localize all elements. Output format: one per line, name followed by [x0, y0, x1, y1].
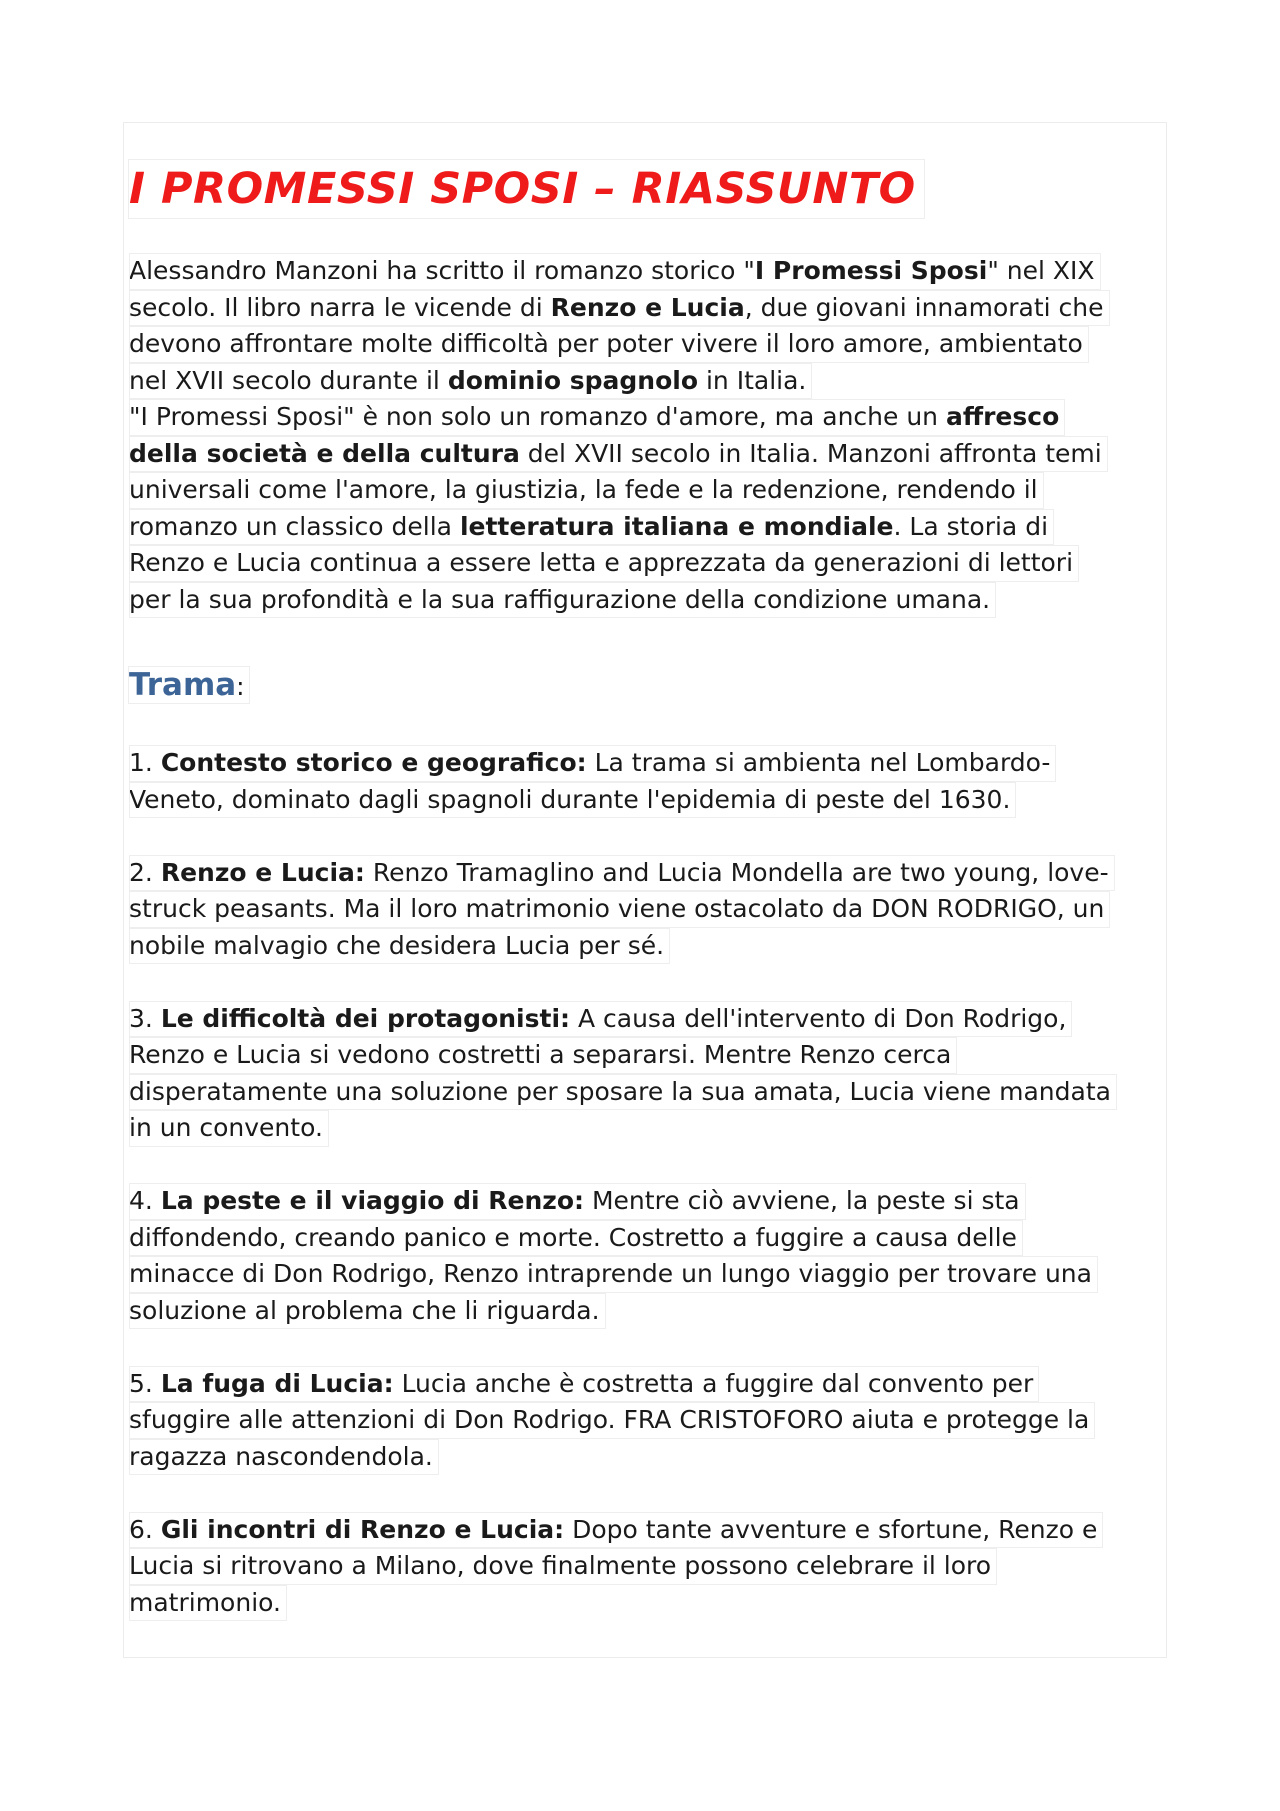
text-run: per la sua profondità e la sua raffigurazione della condizione umana. — [129, 584, 991, 614]
text-run: 5. — [129, 1368, 161, 1398]
text-run: Dopo tante avventure e sfortune, Renzo e — [564, 1514, 1098, 1544]
bold-text: La peste e il viaggio di Renzo: — [160, 1186, 585, 1215]
text-line — [129, 891, 1110, 928]
plot-list — [129, 745, 1161, 1621]
text-run: universali come l'amore, la giustizia, la fede e la redenzione, rendendo il — [129, 475, 1038, 504]
text-run: 2. — [129, 857, 161, 887]
text-run: Lucia si ritrovano a Milano, dove finalmente possono celebrare il loro — [129, 1551, 992, 1580]
text-line — [129, 1037, 957, 1074]
text-run: " nel XIX — [987, 256, 1095, 285]
text-line — [129, 1183, 1026, 1220]
text-line — [129, 855, 1115, 892]
bold-text: dominio spagnolo — [447, 365, 699, 395]
text-line — [129, 582, 996, 619]
text-run: sfuggire alle attenzioni di Don Rodrigo. FRA CRISTOFORO aiuta e protegge la — [129, 1405, 1090, 1434]
text-line — [129, 1439, 439, 1476]
bold-text: Contesto storico e geografico: — [160, 748, 587, 777]
text-run: A causa dell'intervento di Don Rodrigo, — [570, 1003, 1067, 1033]
text-run: in un convento. — [129, 1113, 323, 1142]
text-run: Alessandro Manzoni ha scritto il romanzo storico " — [129, 256, 755, 285]
text-line — [129, 1220, 1023, 1257]
bold-text: Renzo e Lucia: — [160, 857, 365, 887]
plot-item-6 — [129, 1512, 1161, 1622]
text-run: Renzo Tramaglino and Lucia Mondella are two young, love- — [364, 857, 1109, 887]
bold-text: Renzo e Lucia — [550, 292, 745, 322]
text-run: nobile malvagio che desidera Lucia per sé. — [129, 930, 665, 960]
text-run: devono affrontare molte difficoltà per poter vivere il loro amore, ambientato — [129, 329, 1083, 358]
text-run: . La storia di — [893, 511, 1049, 541]
text-run: 4. — [129, 1186, 161, 1215]
document-title: I PROMESSI SPOSI – RIASSUNTO — [129, 160, 924, 218]
text-run: nel XVII secolo durante il — [129, 365, 448, 395]
text-run: , due giovani innamorati che — [744, 292, 1104, 322]
text-run: soluzione al problema che li riguarda. — [129, 1295, 600, 1325]
document-body — [129, 160, 1161, 1621]
text-line — [129, 509, 1054, 546]
text-line — [129, 436, 1108, 473]
text-line — [129, 782, 1016, 819]
text-line — [129, 1402, 1095, 1439]
text-line — [129, 1256, 1098, 1293]
plot-item-1 — [129, 745, 1161, 818]
text-line — [129, 1074, 1117, 1111]
text-run: matrimonio. — [129, 1587, 281, 1617]
section-heading-text: Trama — [129, 667, 237, 703]
bold-text: affresco — [945, 402, 1060, 431]
text-run: 1. — [129, 748, 161, 777]
text-run: "I Promessi Sposi" è non solo un romanzo d'amore, ma anche un — [129, 402, 946, 431]
text-line — [129, 1001, 1072, 1038]
text-run: La trama si ambienta nel Lombardo- — [586, 748, 1051, 777]
text-line — [129, 1110, 329, 1147]
bold-text: La fuga di Lucia: — [160, 1368, 394, 1398]
text-run: minacce di Don Rodrigo, Renzo intraprende un lungo viaggio per trovare una — [129, 1259, 1092, 1288]
text-run: Renzo e Lucia si vedono costretti a separarsi. Mentre Renzo cerca — [129, 1040, 952, 1069]
text-line — [129, 1293, 606, 1330]
text-run: 3. — [129, 1003, 161, 1033]
text-line — [129, 1548, 997, 1585]
text-run: Lucia anche è costretta a fuggire dal convento per — [393, 1368, 1034, 1398]
text-run: Mentre ciò avviene, la peste si sta — [584, 1186, 1020, 1215]
text-run: Veneto, dominato dagli spagnoli durante l'epidemia di peste del 1630. — [129, 784, 1011, 814]
text-run: in Italia. — [698, 365, 807, 395]
section-heading-colon: : — [236, 672, 245, 701]
text-line — [129, 290, 1110, 327]
text-run: 6. — [129, 1514, 161, 1544]
text-run: disperatamente una soluzione per sposare la sua amata, Lucia viene mandata — [129, 1076, 1111, 1106]
text-run: del XVII secolo in Italia. Manzoni affronta temi — [519, 438, 1102, 468]
bold-text: Le difficoltà dei protagonisti: — [160, 1003, 571, 1033]
section-heading-trama — [129, 663, 1161, 709]
text-run: ragazza nascondendola. — [129, 1441, 433, 1471]
text-line — [129, 1585, 287, 1622]
text-line — [129, 1366, 1039, 1403]
text-line — [129, 545, 1079, 582]
text-run: secolo. Il libro narra le vicende di — [129, 292, 551, 322]
plot-item-5 — [129, 1366, 1161, 1476]
text-line — [129, 253, 1101, 290]
intro-paragraph — [129, 253, 1161, 618]
bold-text: della società e della cultura — [129, 438, 520, 468]
text-line — [129, 399, 1065, 436]
text-line — [129, 1512, 1103, 1549]
plot-item-3 — [129, 1001, 1161, 1147]
text-line — [129, 363, 812, 400]
text-run: diffondendo, creando panico e morte. Costretto a fuggire a causa delle — [129, 1222, 1017, 1252]
text-line — [129, 928, 670, 965]
plot-item-4 — [129, 1183, 1161, 1329]
text-run: Renzo e Lucia continua a essere letta e apprezzata da generazioni di lettori — [129, 548, 1074, 577]
bold-text: Gli incontri di Renzo e Lucia: — [160, 1514, 565, 1544]
text-run: romanzo un classico della — [129, 511, 460, 541]
text-run: struck peasants. Ma il loro matrimonio viene ostacolato da DON RODRIGO, un — [129, 894, 1105, 923]
text-line — [129, 326, 1089, 363]
text-line — [129, 472, 1044, 509]
bold-text: letteratura italiana e mondiale — [459, 511, 894, 541]
plot-item-2 — [129, 855, 1161, 965]
bold-text: I Promessi Sposi — [754, 256, 988, 285]
text-line — [129, 745, 1056, 782]
